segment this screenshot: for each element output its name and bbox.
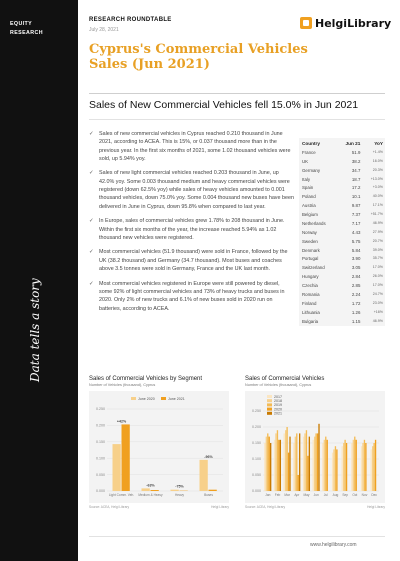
bullet-item: ✓ Sales of new light commercial vehicles reached 0.203 thousand in June, up 42.0% yoy. Some 0.003 thousand medium and heavy commercial vehicles were registered (down 62.5% yoy) while sales of heavy vehicles amounted to 0.001 thousand vehicles, down 75.0% yoy. Some 0.004 thousand new buses have been delivered in June in Cyprus, down 95.8% when compared to last year. <box>89 169 294 210</box>
bar <box>344 440 345 491</box>
table-row <box>299 272 385 281</box>
country-cell: Bulgaria <box>302 318 319 324</box>
country-cell: Czechia <box>302 283 318 289</box>
yoy-cell: 17.0% <box>372 283 383 288</box>
yoy-cell: 39.0% <box>372 247 383 252</box>
chart-area <box>245 391 385 503</box>
bar <box>336 449 337 491</box>
legend-label: 2020 <box>274 407 282 412</box>
x-tick-label: Medium & Heavy <box>138 493 163 497</box>
bar <box>303 437 304 491</box>
value-cell: 1.15 <box>351 318 361 324</box>
country-cell: Romania <box>302 291 320 297</box>
bar <box>306 430 307 491</box>
bar <box>171 490 179 491</box>
section-subtitle: Sales of New Commercial Vehicles fell 15.0% in Jun 2021 <box>89 99 359 111</box>
country-cell: Netherlands <box>302 220 326 226</box>
country-cell: Norway <box>302 229 317 235</box>
y-tick-label: 0.150 <box>96 440 105 444</box>
value-cell: 34.7 <box>351 167 361 173</box>
chart-footer <box>89 505 229 509</box>
chart-title: Sales of Commercial Vehicles by Segment <box>89 376 203 382</box>
x-tick-label: Light Comm. Veh. <box>108 493 135 497</box>
bar <box>356 440 357 491</box>
chart-source: Source: ACEA, Helgi Library <box>245 505 286 509</box>
x-tick-label: Heavy <box>174 493 185 497</box>
yoy-cell: 35.7% <box>372 256 383 261</box>
x-tick-label: Sep <box>342 493 349 497</box>
page-title: Cyprus's Commercial Vehicles Sales (Jun 2021) <box>89 42 308 72</box>
bar <box>275 433 276 491</box>
value-cell: 51.9 <box>351 149 361 155</box>
bullet-item: ✓ In Europe, sales of commercial vehicles grew 1.78% to 208 thousand in June. Within the first six months of the year, the increase reached 5.94% as 1.02 thousand new vehicles were registered. <box>89 217 294 242</box>
bar <box>200 460 208 491</box>
yoy-cell: +51.7% <box>370 212 383 217</box>
y-tick-label: 0.200 <box>252 425 261 430</box>
country-cell: Lithuania <box>302 309 320 315</box>
table-row <box>299 210 385 219</box>
country-cell: France <box>302 149 316 155</box>
segment-chart <box>89 376 229 509</box>
country-cell: Spain <box>302 185 314 191</box>
table-header: Country <box>302 141 320 146</box>
bullet-item: ✓ Sales of new commercial vehicles in Cyprus reached 0.210 thousand in June 2021, according to ACEA. This is 15%, or 0.037 thousand more than in the previous year. In the first six months of 2021, some 1.02 thousand vehicles were sold, up 5.94% yoy. <box>89 130 294 163</box>
legend-swatch <box>161 397 166 400</box>
bar <box>333 449 334 491</box>
legend-label: 2018 <box>274 399 282 403</box>
sidebar-category <box>10 20 43 38</box>
bar <box>324 440 325 491</box>
bar <box>286 427 287 491</box>
sidebar-category-line1: EQUITY <box>10 21 33 27</box>
bar <box>270 443 271 491</box>
bar <box>299 433 300 491</box>
legend-label: June 2021 <box>168 396 185 401</box>
chart-logo: Helgi Library <box>211 505 229 509</box>
monthly-chart <box>245 376 385 509</box>
bar <box>284 433 285 491</box>
bar <box>151 490 159 491</box>
bar <box>142 488 150 491</box>
value-cell: 4.43 <box>351 229 361 235</box>
yoy-cell: 40.0% <box>372 194 383 199</box>
bar <box>362 443 363 491</box>
bar <box>209 490 217 491</box>
value-cell: 2.84 <box>351 274 361 280</box>
legend-swatch <box>267 412 272 415</box>
bar <box>288 453 289 491</box>
x-tick-label: Aug <box>332 493 339 497</box>
table-row <box>299 299 385 308</box>
country-cell: Belgium <box>302 212 318 218</box>
data-label: -96% <box>204 454 213 459</box>
table-row <box>299 175 385 184</box>
country-table <box>299 138 385 326</box>
y-tick-label: 0.000 <box>96 489 105 494</box>
value-cell: 38.2 <box>351 158 361 164</box>
x-tick-label: Dec <box>371 493 378 497</box>
bar <box>267 433 268 491</box>
y-tick-label: 0.050 <box>96 472 105 477</box>
table-row <box>299 281 385 290</box>
bar <box>351 443 352 491</box>
table-row <box>299 192 385 201</box>
bar <box>327 440 328 491</box>
bar <box>269 437 270 491</box>
y-tick-label: 0.100 <box>252 457 261 462</box>
bar <box>343 443 344 491</box>
yoy-cell: 26.0% <box>372 274 383 279</box>
segment-chart-svg <box>89 391 229 503</box>
country-cell: Denmark <box>302 247 320 253</box>
country-cell: Switzerland <box>302 265 325 271</box>
x-tick-label: Jun <box>313 493 319 497</box>
legend-label: 2017 <box>274 394 282 399</box>
value-cell: 10.1 <box>351 194 361 200</box>
yoy-cell: 17.1% <box>372 203 383 208</box>
y-tick-label: 0.150 <box>252 441 261 446</box>
yoy-cell: 17.0% <box>372 265 383 270</box>
legend-label: 2021 <box>274 411 282 416</box>
bar <box>317 433 318 491</box>
bar <box>342 446 343 491</box>
yoy-cell: +1.4% <box>372 149 383 154</box>
footer-divider <box>89 536 385 537</box>
bar <box>274 440 275 491</box>
header-date: July 28, 2021 <box>89 27 119 33</box>
table-header-row <box>299 138 385 148</box>
table-row <box>299 255 385 264</box>
bar <box>373 443 374 491</box>
y-tick-label: 0.200 <box>96 423 105 428</box>
country-cell: Austria <box>302 203 316 209</box>
footer-url[interactable]: www.helgilibrary.com <box>310 542 357 548</box>
data-label: +42% <box>116 419 127 424</box>
yoy-cell: 23.0% <box>372 300 383 305</box>
bar <box>318 424 319 491</box>
bar <box>314 437 315 491</box>
legend-swatch <box>131 397 136 400</box>
logo-text: HelgiLibrary <box>315 16 392 30</box>
bar <box>285 430 286 491</box>
bar <box>322 443 323 491</box>
x-tick-label: Buses <box>204 493 213 497</box>
value-cell: 2.85 <box>351 283 361 289</box>
table-row <box>299 317 385 326</box>
x-tick-label: Jul <box>323 493 328 497</box>
value-cell: 18.7 <box>351 176 361 182</box>
bar <box>335 446 336 491</box>
country-cell: Italy <box>302 176 311 182</box>
yoy-cell: 46.9% <box>372 220 383 225</box>
yoy-cell: 20.7% <box>372 238 383 243</box>
bar <box>332 453 333 491</box>
logo[interactable] <box>300 16 391 30</box>
bar <box>354 437 355 491</box>
bullet-list <box>89 130 294 319</box>
bar <box>298 475 299 491</box>
sidebar-category-line2: RESEARCH <box>10 30 43 36</box>
bar <box>371 449 372 491</box>
value-cell: 1.72 <box>351 300 361 306</box>
yoy-cell: 27.9% <box>372 229 383 234</box>
chart-logo: Helgi Library <box>367 505 385 509</box>
value-cell: 1.26 <box>351 309 361 315</box>
legend-swatch <box>267 399 272 402</box>
logo-icon <box>300 17 312 29</box>
yoy-cell: +13.0% <box>370 176 383 181</box>
country-cell: Sweden <box>302 238 318 244</box>
bar <box>325 437 326 491</box>
bar <box>307 456 308 491</box>
value-cell: 7.37 <box>351 212 361 218</box>
bar <box>309 437 310 491</box>
monthly-chart-svg <box>245 391 385 503</box>
y-tick-label: 0.050 <box>252 473 261 478</box>
y-tick-label: 0.000 <box>252 489 261 494</box>
divider <box>89 93 385 94</box>
chart-subtitle: Number of Vehicles (thousand), Cyprus <box>89 383 156 387</box>
bar <box>346 443 347 491</box>
country-cell: Poland <box>302 194 316 200</box>
legend-label: 2019 <box>274 403 282 408</box>
table-row <box>299 184 385 193</box>
value-cell: 17.2 <box>351 185 361 191</box>
table-row <box>299 201 385 210</box>
yoy-cell: +16% <box>373 309 383 314</box>
bar <box>375 440 376 491</box>
x-tick-label: Feb <box>274 493 281 497</box>
bar <box>313 440 314 491</box>
table-row <box>299 148 385 157</box>
table-row <box>299 237 385 246</box>
chart-title: Sales of Commercial Vehicles <box>245 376 325 382</box>
value-cell: 5.84 <box>351 247 361 253</box>
bullet-item: ✓ Most commercial vehicles (51.9 thousand) were sold in France, followed by the UK (38.2 thousand) and Germany (34.7 thousand). Most buses and coaches above 3.5 tonnes were sold in Germany, France and the UK last month. <box>89 248 294 273</box>
yoy-cell: +3.0% <box>372 185 383 190</box>
header-category: RESEARCH ROUNDTABLE <box>89 17 172 23</box>
table-row <box>299 290 385 299</box>
bar <box>304 433 305 491</box>
x-tick-label: Apr <box>294 493 300 497</box>
bar <box>266 437 267 491</box>
x-tick-label: Mar <box>284 493 290 497</box>
chart-source: Source: ACEA, Helgi Library <box>89 505 130 509</box>
country-cell: UK <box>302 158 309 164</box>
y-tick-label: 0.250 <box>252 409 261 414</box>
x-tick-label: May <box>303 493 310 497</box>
bar <box>361 446 362 491</box>
bar <box>293 443 294 491</box>
chart-subtitle: Number of Vehicles (thousand), Cyprus <box>245 383 312 387</box>
bar <box>289 437 290 491</box>
value-cell: 7.17 <box>351 220 361 226</box>
y-tick-label: 0.250 <box>96 407 105 412</box>
bar <box>264 443 265 491</box>
table-row <box>299 228 385 237</box>
bar <box>113 444 121 491</box>
bar <box>278 440 279 491</box>
country-cell: Hungary <box>302 274 319 280</box>
bar <box>295 437 296 491</box>
x-tick-label: Jan <box>265 493 271 497</box>
value-cell: 3.05 <box>351 265 361 271</box>
chart-footer <box>245 505 385 509</box>
value-cell: 9.87 <box>351 203 361 209</box>
table-row <box>299 246 385 255</box>
table-header: YoY <box>374 141 383 146</box>
yoy-cell: 16.0% <box>372 158 383 163</box>
bar <box>365 443 366 491</box>
table-row <box>299 263 385 272</box>
x-tick-label: Oct <box>352 493 358 497</box>
value-cell: 5.75 <box>351 238 361 244</box>
country-cell: Germany <box>302 167 321 173</box>
table-row <box>299 157 385 166</box>
bar <box>372 446 373 491</box>
bar <box>122 424 130 491</box>
sidebar <box>0 0 78 561</box>
divider <box>89 119 385 120</box>
legend-swatch <box>267 395 272 398</box>
y-tick-label: 0.100 <box>96 456 105 461</box>
value-cell: 3.90 <box>351 256 361 262</box>
x-tick-label: Nov <box>361 493 368 497</box>
sidebar-tagline: Data tells a story <box>28 278 42 382</box>
table-row <box>299 166 385 175</box>
legend-swatch <box>267 403 272 406</box>
country-cell: Portugal <box>302 256 319 262</box>
table-row <box>299 308 385 317</box>
bullet-item: ✓ Most commercial vehicles registered in Europe were still powered by diesel, some 92% of light commercial vehicles and 73% of heavy trucks and buses in 2020. Only 2% of new trucks and 6.1% of new buses sold in 2020 run on batteries, according to ACEA. <box>89 280 294 313</box>
bar <box>315 433 316 491</box>
bar <box>296 433 297 491</box>
yoy-cell: 24.7% <box>372 291 383 296</box>
country-cell: Finland <box>302 300 317 306</box>
chart-area <box>89 391 229 503</box>
bar <box>280 440 281 491</box>
yoy-cell: 20.3% <box>372 167 383 172</box>
bar <box>364 440 365 491</box>
yoy-cell: 46.9% <box>372 318 383 323</box>
value-cell: 2.24 <box>351 291 361 297</box>
data-label: -63% <box>146 483 155 488</box>
table-header: Jun 21 <box>345 141 361 146</box>
legend-swatch <box>267 408 272 411</box>
legend-label: June 2020 <box>138 396 155 401</box>
data-label: -75% <box>175 484 184 489</box>
bar <box>277 430 278 491</box>
table-row <box>299 219 385 228</box>
bar <box>353 440 354 491</box>
